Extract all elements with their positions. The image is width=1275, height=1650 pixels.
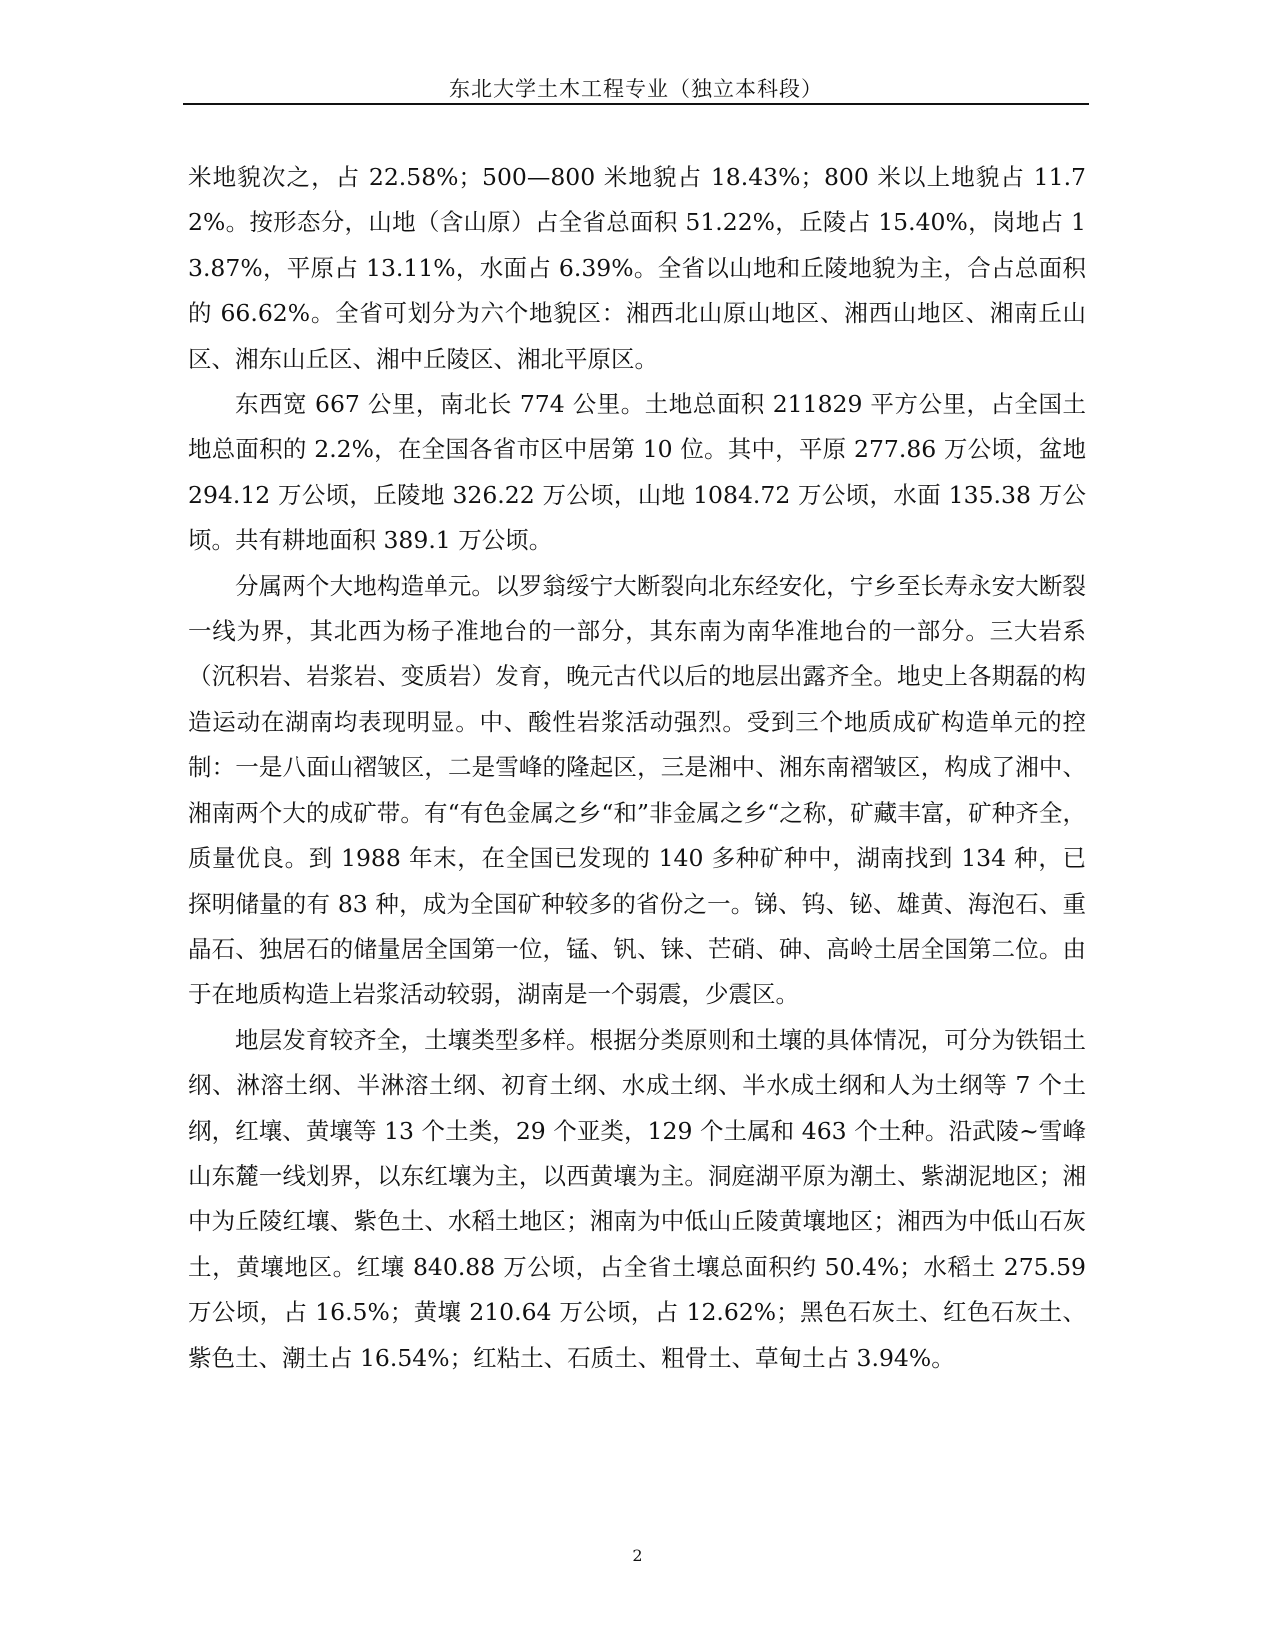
paragraph-landforms: 米地貌次之，占 22.58%；500—800 米地貌占 18.43%；800 米以上地貌占 11.72%。按形态分，山地（含山原）占全省总面积 51.22%，丘陵占 15.40%，岗地占 13.87%，平原占 13.11%，水面占 6.39%。全省以山地和丘陵地貌为主，合占总面积的 66.62%。全省可划分为六个地貌区：湘西北山原山地区、湘西山地区、湘南丘山区、湘东山丘区、湘中丘陵区、湘北平原区。 xyxy=(188,163,1086,373)
page-number: 2 xyxy=(632,1546,643,1565)
paragraph-land-area: 东西宽 667 公里，南北长 774 公里。土地总面积 211829 平方公里，占全国土地总面积的 2.2%，在全国各省市区中居第 10 位。其中，平原 277.86 万公顷，盆地 294.12 万公顷，丘陵地 326.22 万公顷，山地 1084.72 万公顷，水面 135.38 万公顷。共有耕地面积 389.1 万公顷。 xyxy=(188,390,1086,555)
paragraph-geology: 分属两个大地构造单元。以罗翁绥宁大断裂向北东经安化，宁乡至长寿永安大断裂一线为界，其北西为杨子准地台的一部分，其东南为南华准地台的一部分。三大岩系（沉积岩、岩浆岩、变质岩）发育，晚元古代以后的地层出露齐全。地史上各期磊的构造运动在湖南均表现明显。中、酸性岩浆活动强烈。受到三个地质成矿构造单元的控制：一是八面山褶皱区，二是雪峰的隆起区，三是湘中、湘东南褶皱区，构成了湘中、湘南两个大的成矿带。有“有色金属之乡“和”非金属之乡“之称，矿藏丰富，矿种齐全，质量优良。到 1988 年末，在全国已发现的 140 多种矿种中，湖南找到 134 种，已探明储量的有 83 种，成为全国矿种较多的省份之一。锑、钨、铋、雄黄、海泡石、重晶石、独居石的储量居全国第一位，锰、钒、铼、芒硝、砷、高岭土居全国第二位。由于在地质构造上岩浆活动较弱，湖南是一个弱震，少震区。 xyxy=(188,571,1086,1009)
header-rule xyxy=(183,103,1089,105)
running-header: 东北大学土木工程专业（独立本科段） xyxy=(449,77,823,101)
paragraph-soil: 地层发育较齐全，土壤类型多样。根据分类原则和土壤的具体情况，可分为铁铝土纲、淋溶土纲、半淋溶土纲、初育土纲、水成土纲、半水成土纲和人为土纲等 7 个土纲，红壤、黄壤等 13 个土类，29 个亚类，129 个土属和 463 个土种。沿武陵~雪峰山东麓一线划界，以东红壤为主，以西黄壤为主。洞庭湖平原为潮土、紫湖泥地区；湘中为丘陵红壤、紫色土、水稻土地区；湘南为中低山丘陵黄壤地区；湘西为中低山石灰土，黄壤地区。红壤 840.88 万公顷，占全省土壤总面积约 50.4%；水稻土 275.59 万公顷，占 16.5%；黄壤 210.64 万公顷，占 12.62%；黑色石灰土、红色石灰土、紫色土、潮土占 16.54%；红粘土、石质土、粗骨土、草甸土占 3.94%。 xyxy=(188,1025,1086,1372)
document-body xyxy=(188,155,1086,1381)
